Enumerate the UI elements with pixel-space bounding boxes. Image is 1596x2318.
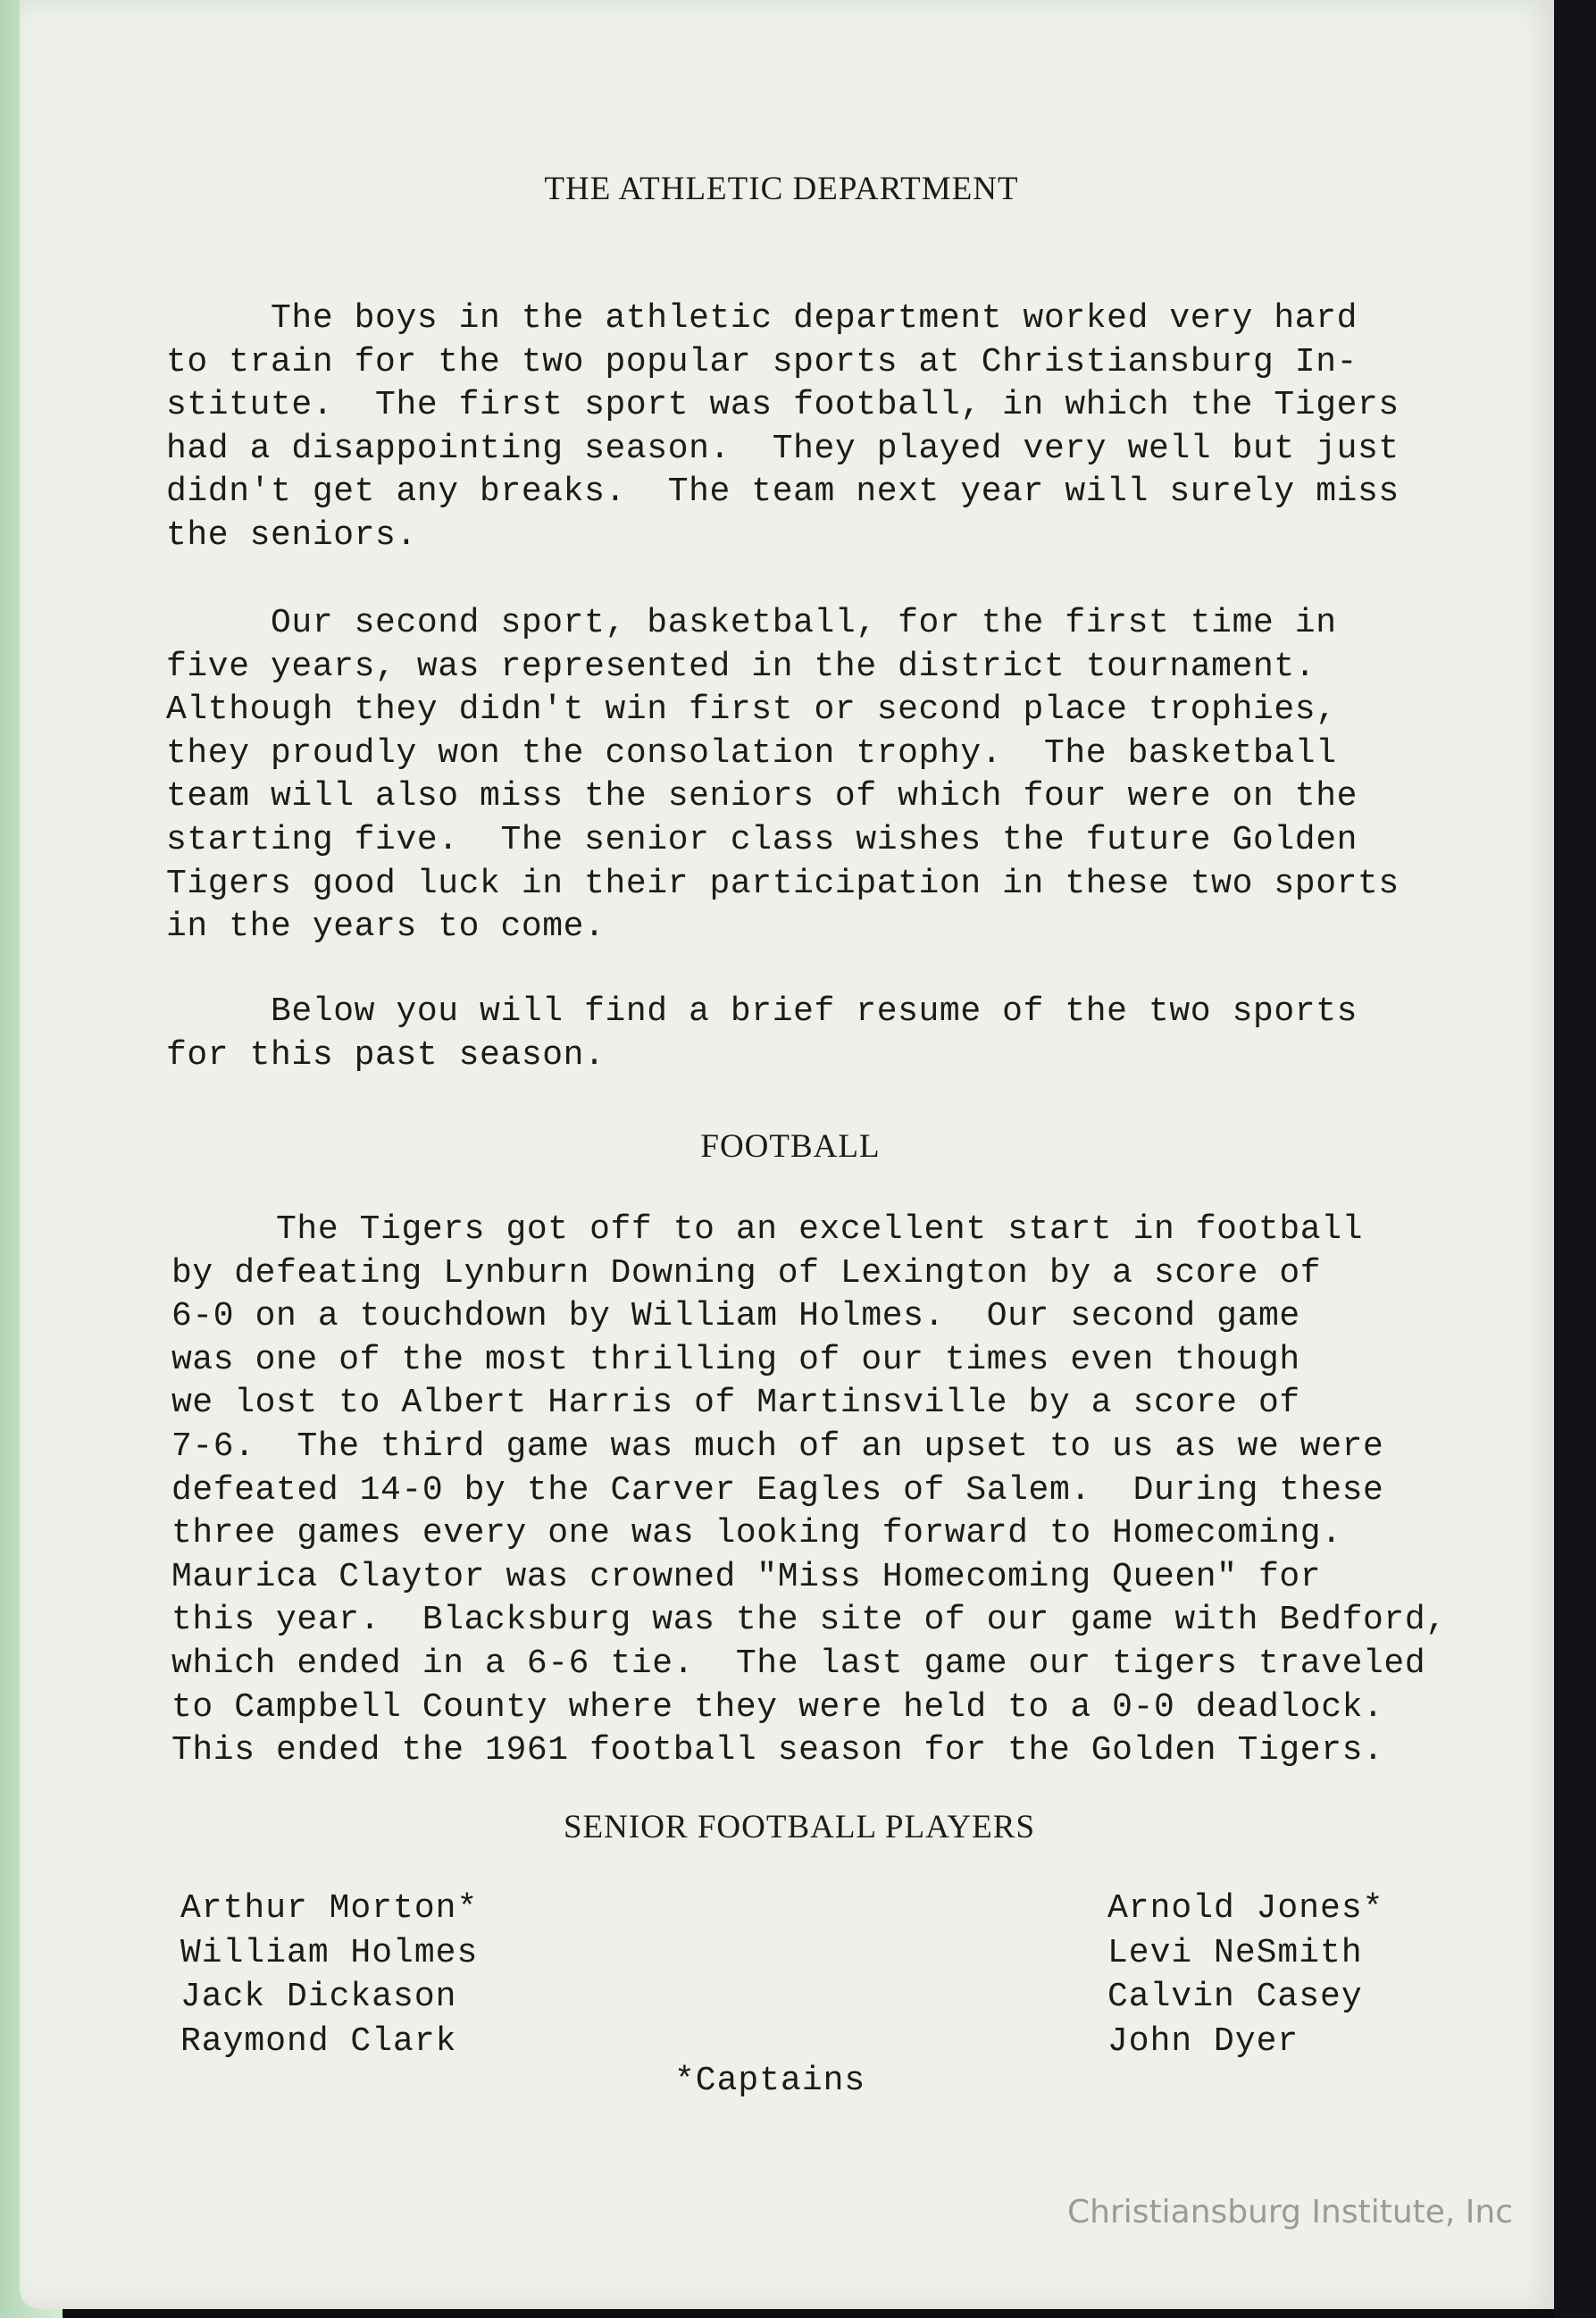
- player-name: John Dyer: [1107, 2021, 1299, 2061]
- players-left-list: [180, 1887, 478, 2063]
- captains-note: *Captains: [674, 2062, 866, 2100]
- football-heading: FOOTBALL: [700, 1128, 881, 1165]
- basketball-paragraph: Our second sport, basketball, for the first time in five years, was represented in the district tournament. Although they didn't win first or second place trophies, they proudly won the consolation trophy. The basketball team will also miss the seniors of which four were on the starting five. The senior class wishes the future Golden Tigers good luck in their participation in these two sports in the years to come.: [166, 604, 1400, 947]
- intro-paragraph: The boys in the athletic department worked very hard to train for the two popular sports at Christiansburg In- stitute. The first sport was football, in which the Tigers had a disappointing season. They played very well but just didn't get any breaks. The team next year will surely miss the seniors.: [166, 299, 1400, 555]
- page-title: THE ATHLETIC DEPARTMENT: [544, 171, 1019, 207]
- player-name: Calvin Casey: [1107, 1978, 1363, 2016]
- player-name: Arthur Morton*: [180, 1889, 479, 1928]
- player-name: Raymond Clark: [180, 2021, 457, 2061]
- senior-players-heading: SENIOR FOOTBALL PLAYERS: [563, 1809, 1036, 1845]
- watermark: Christiansburg Institute, Inc: [1067, 2194, 1514, 2230]
- dark-margin: [1554, 0, 1596, 2318]
- players-right-list: [1107, 1887, 1383, 2063]
- player-name: William Holmes: [180, 1933, 479, 1972]
- player-name: Arnold Jones*: [1107, 1889, 1384, 1928]
- player-name: Jack Dickason: [180, 1978, 457, 2016]
- resume-paragraph: Below you will find a brief resume of the two sports for this past season.: [166, 992, 1358, 1075]
- player-name: Levi NeSmith: [1107, 1933, 1363, 1972]
- football-paragraph: The Tigers got off to an excellent start in football by defeating Lynburn Downing of Lexington by a score of 6-0 on a touchdown by William Holmes. Our second game was one of the most thrilling of our times even though we lost to Albert Harris of Martinsville by a score of 7-6. The third game was much of an upset to us as we were defeated 14-0 by the Carver Eagles of Salem. During these three games every one was looking forward to Homecoming. Maurica Claytor was crowned "Miss Homecoming Queen" for this year. Blacksburg was the site of our game with Bedford, which ended in a 6-6 tie. The last game our tigers traveled to Campbell County where they were held to a 0-0 deadlock. This ended the 1961 football season for the Golden Tigers.: [171, 1210, 1447, 1770]
